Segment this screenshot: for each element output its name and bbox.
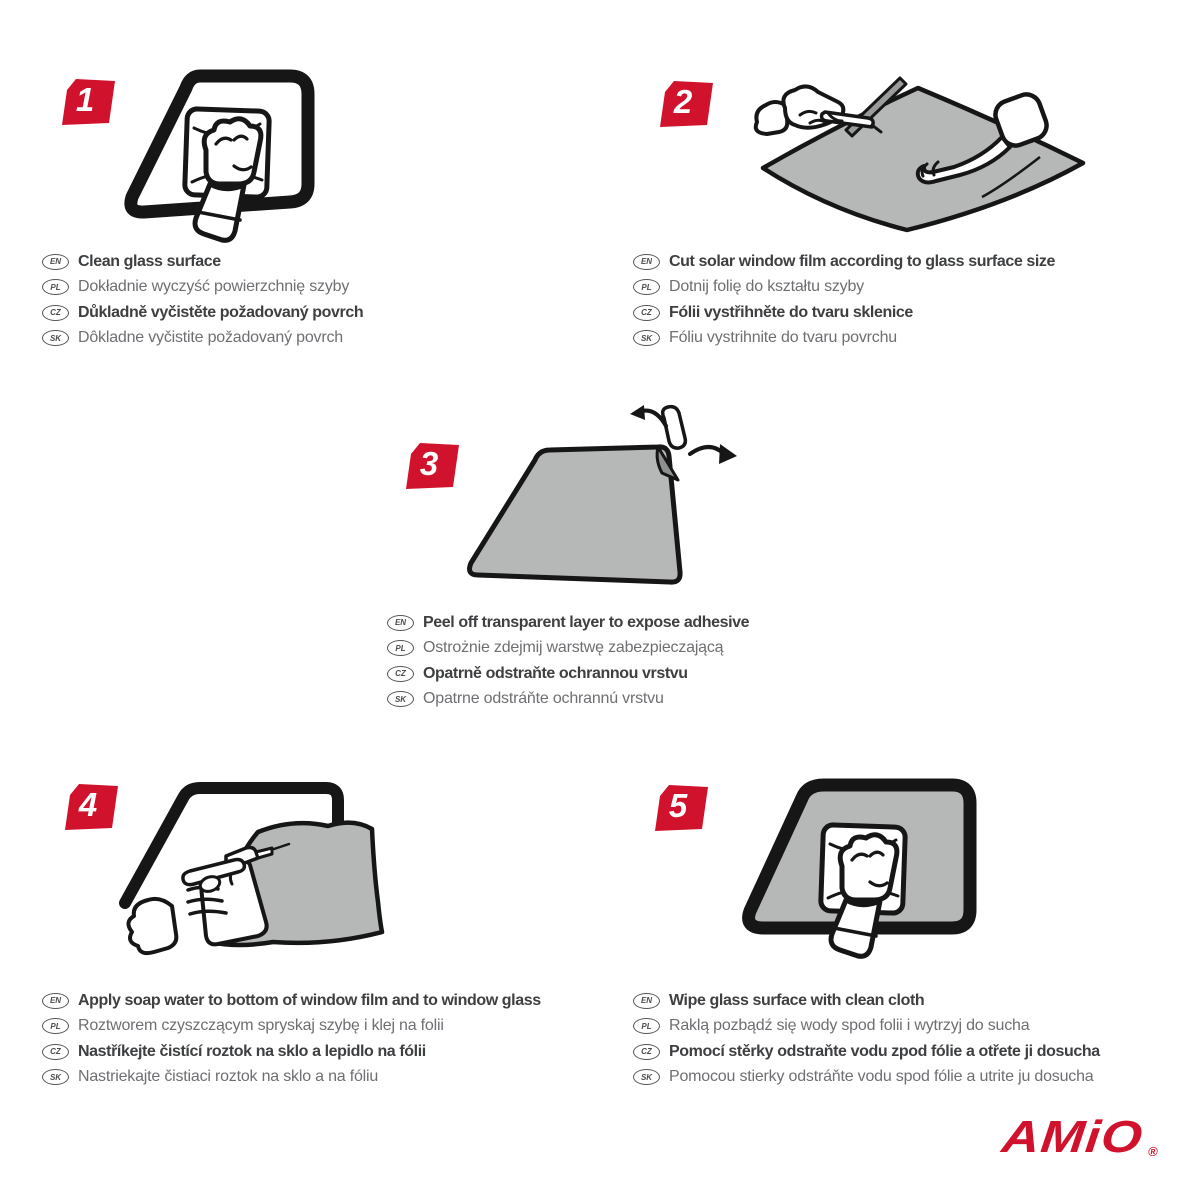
caption-text-cz: Fólii vystřihněte do tvaru sklenice <box>669 303 913 321</box>
cut-film-illustration <box>740 75 1095 243</box>
caption-row-pl <box>42 278 363 297</box>
caption-text-sk: Pomocou stierky odstráňte vodu spod fólie a utrite ju dosucha <box>669 1068 1094 1085</box>
peeling-film-icon <box>448 404 753 619</box>
caption-text-en: Peel off transparent layer to expose adhesive <box>423 613 750 631</box>
caption-row-en <box>633 991 1100 1010</box>
step-2-captions <box>633 252 1055 348</box>
step-5-number-badge <box>652 783 710 833</box>
language-badge-sk: SK <box>387 691 414 707</box>
language-badge-pl: PL <box>633 279 660 295</box>
language-badge-sk: SK <box>42 1069 69 1085</box>
registered-trademark-icon: ® <box>1147 1144 1159 1159</box>
language-badge-sk: SK <box>633 330 660 346</box>
cutting-film-icon <box>740 75 1095 243</box>
caption-row-cz <box>42 1042 541 1061</box>
caption-text-pl: Dokładnie wyczyść powierzchnię szyby <box>78 278 350 295</box>
caption-row-cz <box>633 1042 1100 1061</box>
step-number: 5 <box>668 787 688 824</box>
language-badge-cz: CZ <box>387 666 414 682</box>
caption-text-sk: Fóliu vystrihnite do tvaru povrchu <box>669 329 897 346</box>
caption-text-sk: Dôkladne vyčistite požadovaný povrch <box>78 329 343 346</box>
caption-text-en: Clean glass surface <box>78 252 221 270</box>
caption-text-pl: Roztworem czyszczącym spryskaj szybę i klej na folii <box>78 1017 444 1034</box>
step-2-number-badge <box>657 79 715 129</box>
caption-row-sk <box>633 329 1055 348</box>
language-badge-pl: PL <box>42 1018 69 1034</box>
caption-row-cz <box>387 664 749 683</box>
caption-row-pl <box>633 1017 1100 1036</box>
language-badge-cz: CZ <box>42 1044 69 1060</box>
language-badge-en: EN <box>387 615 414 631</box>
caption-row-pl <box>387 639 749 658</box>
language-badge-en: EN <box>633 254 660 270</box>
clean-glass-illustration <box>122 66 327 258</box>
language-badge-pl: PL <box>633 1018 660 1034</box>
window-wipe-icon <box>122 66 327 258</box>
caption-row-en <box>387 613 749 632</box>
caption-row-en <box>42 991 541 1010</box>
amio-logo <box>999 1111 1161 1162</box>
caption-row-sk <box>633 1068 1100 1087</box>
caption-text-cz: Pomocí stěrky odstraňte vodu zpod fólie a otřete ji dosucha <box>669 1042 1100 1060</box>
language-badge-pl: PL <box>387 640 414 656</box>
amio-logo-text: AMiO <box>999 1111 1146 1162</box>
caption-row-sk <box>42 329 363 348</box>
language-badge-en: EN <box>633 993 660 1009</box>
step-5-captions <box>633 991 1100 1087</box>
caption-row-en <box>633 252 1055 271</box>
step-1-captions <box>42 252 363 348</box>
language-badge-sk: SK <box>42 330 69 346</box>
caption-text-en: Cut solar window film according to glass surface size <box>669 252 1056 270</box>
caption-row-cz <box>42 303 363 322</box>
step-4-captions <box>42 991 541 1087</box>
wipe-film-illustration <box>712 772 1057 988</box>
caption-text-cz: Důkladně vyčistěte požadovaný povrch <box>78 303 364 321</box>
step-number: 4 <box>78 786 98 823</box>
language-badge-cz: CZ <box>42 305 69 321</box>
language-badge-cz: CZ <box>633 1044 660 1060</box>
window-film-wipe-icon <box>712 772 1057 988</box>
language-badge-en: EN <box>42 254 69 270</box>
caption-text-sk: Nastriekajte čistiaci roztok na sklo a na fóliu <box>78 1068 379 1085</box>
spray-bottle-icon <box>88 772 418 984</box>
spray-soap-illustration <box>88 772 418 984</box>
step-number: 1 <box>75 81 95 118</box>
step-1-number-badge <box>59 77 117 127</box>
caption-row-pl <box>42 1017 541 1036</box>
caption-text-pl: Raklą pozbądź się wody spod folii i wytrzyj do sucha <box>669 1017 1030 1034</box>
caption-text-sk: Opatrne odstráňte ochrannú vrstvu <box>423 690 664 707</box>
caption-row-pl <box>633 278 1055 297</box>
language-badge-cz: CZ <box>633 305 660 321</box>
language-badge-en: EN <box>42 993 69 1009</box>
caption-text-pl: Ostrożnie zdejmij warstwę zabezpieczającą <box>423 639 724 656</box>
step-number: 2 <box>673 83 693 120</box>
caption-text-cz: Opatrně odstraňte ochrannou vrstvu <box>423 664 688 682</box>
language-badge-sk: SK <box>633 1069 660 1085</box>
peel-layer-illustration <box>448 404 753 619</box>
caption-row-cz <box>633 303 1055 322</box>
step-3-captions <box>387 613 749 709</box>
caption-row-sk <box>387 690 749 709</box>
caption-text-en: Wipe glass surface with clean cloth <box>669 991 925 1009</box>
caption-text-pl: Dotnij folię do kształtu szyby <box>669 278 864 295</box>
caption-row-sk <box>42 1068 541 1087</box>
caption-text-en: Apply soap water to bottom of window film and to window glass <box>78 991 541 1009</box>
step-number: 3 <box>419 445 439 482</box>
language-badge-pl: PL <box>42 279 69 295</box>
caption-text-cz: Nastříkejte čistící roztok na sklo a lepidlo na fólii <box>78 1042 426 1060</box>
caption-row-en <box>42 252 363 271</box>
